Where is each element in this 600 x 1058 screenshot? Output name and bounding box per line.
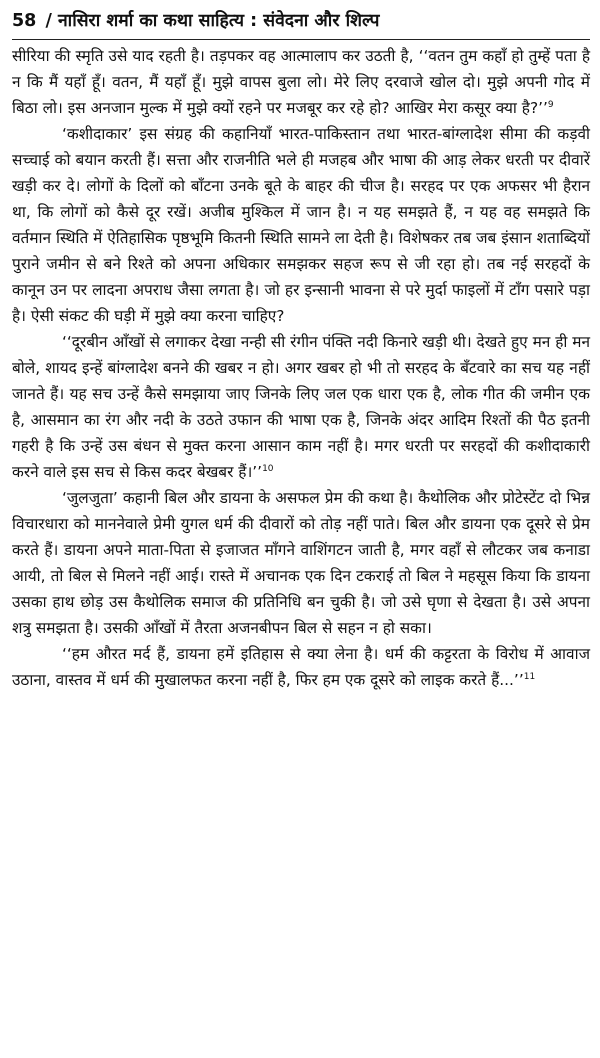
paragraph-kashidakar <box>12 121 590 329</box>
paragraph-text: ‘‘दूरबीन आँखों से लगाकर देखा नन्ही सी रंगीन पंक्ति नदी किनारे खड़ी थी। देखते हुए मन ही मन बोले, शायद इन्हें बांग्लादेश बनने की खबर न हो। अगर खबर हो भी तो सरहद के बँटवारे का सच यह नहीं जानते हैं। यह सच उन्हें कैसे समझाया जाए जिनके लिए जल एक धारा एक है, लोक गीत की जमीन एक है, आसमान का रंग और नदी के उठते उफान की भाषा एक है, जिनके अंदर आदिम रिश्तों की पैठ इतनी गहरी है कि उन्हें उस बंधन से मुक्त करना आसान काम नहीं है। मगर धरती पर सरहदों की कशीदाकारी करने वाले इस सच से किस कदर बेखबर हैं।’’ <box>12 333 590 481</box>
body-text <box>12 43 590 693</box>
footnote-marker: 10 <box>262 463 274 474</box>
paragraph-text: ‘कशीदाकार’ इस संग्रह की कहानियाँ भारत-पाकिस्तान तथा भारत-बांग्लादेश सीमा की कड़वी सच्चाई को बयान करती हैं। सत्ता और राजनीति भले ही मजहब और भाषा की आड़ लेकर धरती पर दीवारें खड़ी कर दे। लोगों के दिलों को बाँटना उनके बूते के बाहर की चीज है। सरहद पर एक अफसर भी हैरान था, कि लोगों को कैसे दूर रखें। अजीब मुश्किल में जान है। न यह समझते हैं, न यह वह समझते कि वर्तमान स्थिति में ऐतिहासिक पृष्ठभूमि कितनी स्थिति सामने ला देती है। विशेषकर तब जब इंसान शताब्दियों पुराने जमीन से बने रिश्ते को अपना अधिकार समझकर सहज रूप से जी रहा हो। तब नई सरहदों के कानून उन पर लादना अपराध जैसा लगता है। जो हर इन्सानी भावना से परे मुर्दा फाइलों में टाँग पसारे पड़ा है। ऐसी संकट की घड़ी में मुझे क्या करना चाहिए? <box>12 125 590 325</box>
paragraph-text: ‘‘हम औरत मर्द हैं, डायना हमें इतिहास से क्या लेना है। धर्म की कट्टरता के विरोध में आवाज उठाना, वास्तव में धर्म की मुखालफत करना नहीं है, फिर हम एक दूसरे को लाइक करते हैं...’’ <box>12 645 590 689</box>
running-header <box>12 8 590 40</box>
book-title: नासिरा शर्मा का कथा साहित्य : संवेदना और शिल्प <box>57 11 380 31</box>
paragraph-text: ‘जुलजुता’ कहानी बिल और डायना के असफल प्रेम की कथा है। कैथोलिक और प्रोटेस्टेंट दो भिन्न विचारधारा को माननेवाले प्रेमी युगल धर्म की दीवारों को तोड़ नहीं पाते। बिल और डायना एक दूसरे से प्रेम करते हैं। डायना अपने माता-पिता से इजाजत माँगने वाशिंगटन जाती है, मगर वहाँ से लौटकर जब कनाडा आयी, तो बिल से मिलने नहीं आई। रास्ते में अचानक एक दिन टकराई तो बिल ने महसूस किया कि डायना उसका हाथ छोड़ उस कैथोलिक समाज की प्रतिनिधि बन चुकी है। जो उसे घृणा से देखता है। उसे अपना शत्रु समझता है। उसकी आँखों में तैरता अजनबीपन बिल से सहन न हो सका। <box>12 489 590 637</box>
paragraph-quote-binoculars <box>12 329 590 485</box>
paragraph-syria-memory <box>12 43 590 121</box>
footnote-marker: 9 <box>547 99 554 110</box>
paragraph-text: सीरिया की स्मृति उसे याद रहती है। तड़पकर वह आत्मालाप कर उठती है, ‘‘वतन तुम कहाँ हो तुम्हें पता है न कि मैं यहाँ हूँ। वतन, मैं यहाँ हूँ। मुझे वापस बुला लो। मेरे लिए दरवाजे खोल दो। मुझे अपनी गोद में बिठा लो। इस अनजान मुल्क में मुझे क्यों रहने पर मजबूर कर रहे हो? आखिर मेरा कसूर क्या है?’’ <box>12 47 590 117</box>
paragraph-juljuta <box>12 485 590 641</box>
header-separator: / <box>45 11 52 31</box>
footnote-marker: 11 <box>523 671 536 682</box>
page-number: 58 <box>12 11 37 31</box>
paragraph-quote-diana <box>12 641 590 693</box>
